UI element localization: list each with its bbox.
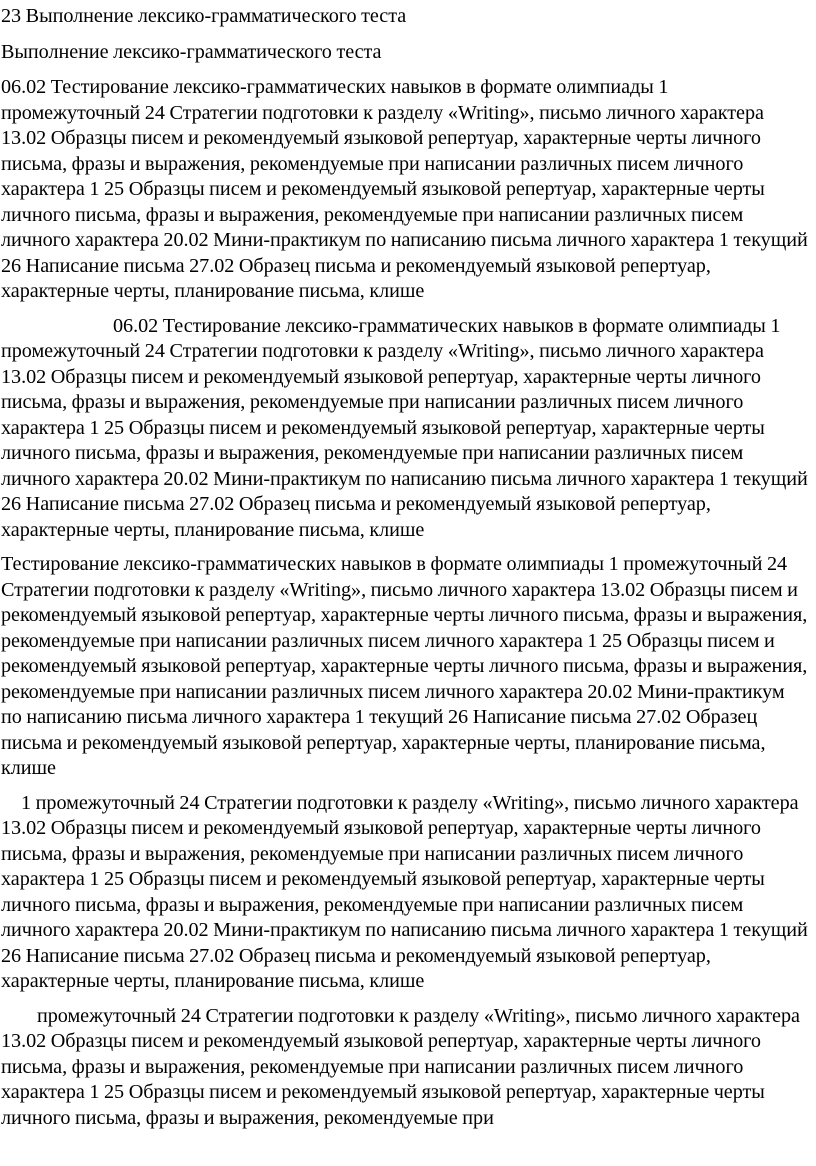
- paragraph-1: 06.02 Тестирование лексико-грамматических навыков в формате олимпиады 1 промежуточный 24 Стратегии подготовки к разделу «Writing», письмо личного характера 13.02 Образцы писем и рекомендуемый языковой репертуар, характерные черты личного письма, фразы и выражения, рекомендуемые при написании различных писем личного характера 1 25 Образцы писем и рекомендуемый языковой репертуар, характерные черты личного письма, фразы и выражения, рекомендуемые при написании различных писем личного характера 20.02 Мини-практикум по написанию письма личного характера 1 текущий 26 Написание письма 27.02 Образец письма и рекомендуемый языковой репертуар, характерные черты, планирование письма, клише: [1, 76, 808, 302]
- plain-heading: Выполнение лексико-грамматического теста: [1, 40, 382, 63]
- numbered-heading: 23 Выполнение лексико-грамматического теста: [1, 5, 407, 27]
- paragraph-3: Тестирование лексико-грамматических навыков в формате олимпиады 1 промежуточный 24 Стратегии подготовки к разделу «Writing», письмо личного характера 13.02 Образцы писем и рекомендуемый языковой репертуар, характерные черты личного письма, фразы и выражения, рекомендуемые при написании различных писем личного характера 1 25 Образцы писем и рекомендуемый языковой репертуар, характерные черты личного письма, фразы и выражения, рекомендуемые при написании различных писем личного характера 20.02 Мини-практикум по написанию письма личного характера 1 текущий 26 Написание письма 27.02 Образец письма и рекомендуемый языковой репертуар, характерные черты, планирование письма, клише: [1, 553, 808, 779]
- paragraph-4: 1 промежуточный 24 Стратегии подготовки к разделу «Writing», письмо личного характера 13.02 Образцы писем и рекомендуемый языковой репертуар, характерные черты личного письма, фразы и выражения, рекомендуемые при написании различных писем личного характера 1 25 Образцы писем и рекомендуемый языковой репертуар, характерные черты личного письма, фразы и выражения, рекомендуемые при написании различных писем личного характера 20.02 Мини-практикум по написанию письма личного характера 1 текущий 26 Написание письма 27.02 Образец письма и рекомендуемый языковой репертуар, характерные черты, планирование письма, клише: [1, 791, 808, 992]
- paragraph-2: 06.02 Тестирование лексико-грамматических навыков в формате олимпиады 1 промежуточный 24 Стратегии подготовки к разделу «Writing», письмо личного характера 13.02 Образцы писем и рекомендуемый языковой репертуар, характерные черты личного письма, фразы и выражения, рекомендуемые при написании различных писем личного характера 1 25 Образцы писем и рекомендуемый языковой репертуар, характерные черты личного письма, фразы и выражения, рекомендуемые при написании различных писем личного характера 20.02 Мини-практикум по написанию письма личного характера 1 текущий 26 Написание письма 27.02 Образец письма и рекомендуемый языковой репертуар, характерные черты, планирование письма, клише: [1, 314, 808, 541]
- paragraph-5: промежуточный 24 Стратегии подготовки к разделу «Writing», письмо личного характера 13.02 Образцы писем и рекомендуемый языковой репертуар, характерные черты личного письма, фразы и выражения, рекомендуемые при написании различных писем личного характера 1 25 Образцы писем и рекомендуемый языковой репертуар, характерные черты личного письма, фразы и выражения, рекомендуемые при: [1, 1004, 800, 1129]
